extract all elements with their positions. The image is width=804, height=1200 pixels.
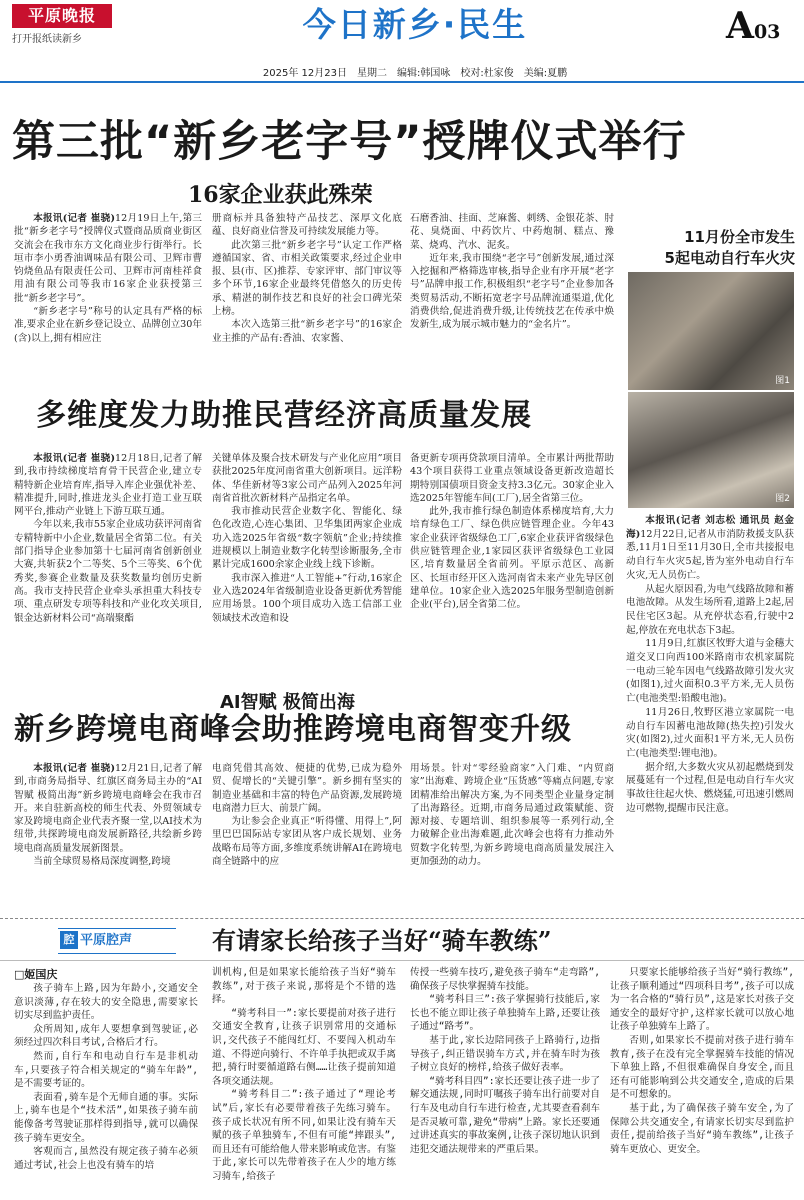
page-digits: 03 [753, 21, 781, 43]
story2-headline: 多维度发力助推民营经济高质量发展 [36, 398, 532, 433]
story1-column-2 [212, 212, 402, 387]
newspaper-slogan: 打开报纸读新乡 [12, 34, 82, 45]
header-divider [0, 81, 804, 83]
column-text-4 [610, 966, 794, 1194]
story2-paragraph: 12月18日,记者了解到,我市持续梯度培育骨干民营企业,建立专精特新企业培育库,指导入库企业强优补差、精准提升,同时,推进龙头企业打造工业互联网平台,推动产业链上下游互联互通。 [14, 453, 202, 518]
column-text-3 [410, 966, 600, 1194]
photo1-caption: 图1 [775, 376, 790, 386]
story3-paragraph: 用场景。针对“零经验商家”入门难、“内贸商家”出海难、跨境企业“压货感”等痛点问题,专家团精准给出解决方案,为不同类型企业量身定制了出海路径。近期,市商务局通过政策赋能、资源对接、专题培训、组织参展等一系列行动,全力破解企业出海难题,此次峰会也将有力推动外贸数字化转型,为新乡跨境电商高质量发展注入更加强劲的动力。 [410, 763, 614, 868]
story3-column-1 [14, 762, 202, 910]
story1-paragraph: 近年来,我市围绕“老字号”创新发展,通过深入挖掘和严格筛选审核,指导企业有序开展“老字号”品牌申报工作,积极组织“老字号”企业参加各类贸易活动,不断拓宽老字号品牌流通渠道,优化消费供给,促进消费升级,让传统技艺在传承中焕发新生,成为展示城市魅力的“金名片”。 [410, 252, 614, 331]
column-paragraph: “骑考科目四”:家长还要让孩子进一步了解交通法规,同时叮嘱孩子骑车出行前要对自行车及电动自行车进行检查,尤其要查看刹车是否灵敏可靠,避免“带病”上路。家长还要通过讲述真实的事故案例,让孩子深切地认识到违犯交通法规带来的严重后果。 [410, 1075, 600, 1155]
column-paragraph: 客观而言,虽然没有规定孩子骑车必须通过考试,社会上也没有骑车的培 [14, 1146, 198, 1171]
story2-paragraph: 备更新专项再贷款项目清单。全市累计两批帮助43个项目获得工业重点领域设备更新改造超长期特别国债项目资金支持3.3亿元。30家企业入选2025年智能车间(工厂),居全省第三位。 [410, 453, 614, 504]
story3-paragraph: 12月21日,记者了解到,市商务局指导、红旗区商务局主办的“AI智赋 极简出海”新乡跨境电商峰会在我市召开。来自驻新高校的师生代表、外贸领域专家及跨境电商企业代表齐聚一堂,以AI技术为纽带,共探跨境电商发展新路径,共绘新乡跨境电商高质量发展新图景。 [14, 763, 202, 854]
story3-column-2 [212, 762, 402, 910]
story1-paragraph: 石磨香油、挂面、芝麻酱、刺绣、金银花茶、肘花、臭烧面、中药饮片、中药炮制、糕点、豫菜、烧鸡、汽水、泥炙。 [410, 213, 614, 251]
story2-column-3 [410, 452, 614, 680]
sidebar-headline-line1: 11月份全市发生 [684, 228, 795, 246]
column-text-2 [212, 966, 396, 1194]
story1-column-3 [410, 212, 614, 387]
story3-paragraph: 为让参会企业真正“听得懂、用得上”,阿里巴巴国际站专家团从客户成长规划、业务战略布局等方面,多维度系统讲解AI在跨境电商全链路中的应 [212, 816, 402, 868]
newspaper-logo: 平原晚报 [12, 4, 112, 28]
story1-lead: 本报讯 [33, 213, 63, 224]
sidebar-paragraph: 据介绍,大多数火灾从初起燃烧到发展蔓延有一个过程,但是电动自行车火灾事故往往起火快、燃烧猛,可迅速引燃周边可燃物,提醒市民注意。 [626, 761, 794, 814]
story2-column-2 [212, 452, 402, 680]
story3-paragraph: 当前全球贸易格局深度调整,跨境 [33, 856, 171, 868]
section-title: 今日新乡·民生 [302, 5, 528, 44]
fire-photo-2 [628, 392, 794, 508]
sidebar-paragraph: 11月26日,牧野区港立家属院一电动自行车因蓄电池故障(热失控)引发火灾(如图2),过火面积1平方米,无人员伤亡(电池类型:锂电池)。 [626, 706, 794, 759]
sidebar-headline-line2: 5起电动自行车火灾 [664, 249, 795, 267]
column-paragraph: 众所周知,成年人要想拿到驾驶证,必须经过四次科目考试,合格后才行。 [14, 1023, 198, 1049]
story2-paragraph: 我市推动民营企业数字化、智能化、绿色化改造,心连心集团、卫华集团两家企业成功入选2025年省级“数字领航”企业;持续推进规模以上制造业数字化转型诊断服务,全市累计完成1600余家企业线上线下诊断。 [212, 506, 402, 571]
fire-photo-1 [628, 272, 794, 390]
column-paragraph: 基于此,家长边陪同孩子上路骑行,边指导孩子,纠正错误骑车方式,并在骑车时为孩子树立良好的榜样,给孩子做好表率。 [410, 1034, 600, 1074]
column-rubric: 平原腔声 [58, 928, 176, 954]
column-paragraph: 否则,如果家长不提前对孩子进行骑车教育,孩子在没有完全掌握骑车技能的情况下单独上路,不但很难确保自身安全,而且还有可能影响到公共交通安全,造成的后果是不可想象的。 [610, 1034, 794, 1101]
column-headline: 有请家长给孩子当好“骑车教练” [212, 926, 552, 955]
story2-lead-by: (记者 崔骁) [62, 453, 115, 464]
story3-paragraph: 电商凭借其高效、便捷的优势,已成为稳外贸、促增长的“关键引擎”。新乡拥有坚实的制造业基础和丰富的特色产品资源,发展跨境电商潜力巨大、前景广阔。 [212, 763, 402, 814]
column-paragraph: 只要家长能够给孩子当好“骑行教练”,让孩子顺利通过“四项科目考”,孩子可以成为一名合格的“骑行员”,这是家长对孩子交通安全的最好守护,这样家长就可以放心地让孩子单独骑车上路了。 [610, 967, 794, 1033]
story2-paragraph: 此外,我市推行绿色制造体系梯度培育,大力培育绿色工厂、绿色供应链管理企业。今年43家企业获评省级绿色工厂,6家企业获评省级绿色供应链管理企业,1家园区获评省级绿色工业园区,培育数量居全省前列。平原示范区、高新区、长垣市经开区入选河南省未来产业先导区创建单位。10家企业入选2025年服务型制造创新企业(平台),居全省第二位。 [410, 506, 614, 611]
column-paragraph: 表面看,骑车是个无师自通的事。实际上,骑车也是个“技术活”,如果孩子骑车前能像备考驾驶证那样得到指导,就可以确保孩子骑车更安全。 [14, 1091, 198, 1144]
dateline: 2025年 12月23日 星期二 编辑:韩国咏 校对:杜家俊 美编:夏鹏 [262, 68, 568, 79]
story2-paragraph: 关键单体及聚合技术研发与产业化应用”项目获批2025年度河南省重大创新项目。远洋粉体、华佳新材等3家公司产品列入2025年河南省首批次新材料产品指定名单。 [212, 453, 402, 504]
story1-lead-by: (记者 崔骁) [62, 213, 115, 224]
story1-headline: 第三批“新乡老字号”授牌仪式举行 [12, 117, 687, 167]
sidebar-body [626, 514, 794, 910]
page-number [726, 6, 780, 52]
story2-paragraph: 我市深入推进“人工智能+”行动,16家企业入选2024年省级制造业设备更新优秀智能应用场景。100个项目成功入选工信部工业领域技术改造和设 [212, 572, 402, 624]
story1-paragraph: 12月19日上午,第三批“新乡老字号”授牌仪式暨商品质商业街区交流会在我市东方文化商业步行街举行。长垣市李小勇香油调味品有限公司、卫辉市曹钧烧鱼品有限责任公司、卫辉市河南桂祥食用油有限公司等我市16家企业获授第三批“新乡老字号”。 [14, 213, 202, 304]
story1-subhead: 16家企业获此殊荣 [188, 182, 373, 208]
sidebar-paragraph: 从起火原因看,为电气线路故障和蓄电池故障。从发生场所看,道路上2起,居民住宅区3起。从充停状态看,行驶中2起,停放在充电状态下3起。 [626, 583, 794, 636]
story1-paragraph: 此次第三批“新乡老字号”认定工作严格遵循国家、省、市相关政策要求,经过企业申报、县(市、区)推荐、专家评审、部门审议等多个环节,16家企业最终凭借悠久的历史传承、精湛的制作技艺和良好的社会口碑光荣上榜。 [212, 239, 402, 318]
story2-column-1 [14, 452, 202, 680]
story3-headline: 新乡跨境电商峰会助推跨境电商智变升级 [14, 712, 572, 747]
sidebar-lead: 本报讯 [645, 515, 676, 526]
sidebar-headline [630, 227, 795, 269]
page-letter: A [726, 5, 754, 47]
story1-column-1 [14, 212, 202, 387]
column-paragraph: “骑考科目二”:孩子通过了“理论考试”后,家长有必要带着孩子先练习骑车。孩子成长状况有所不同,如果让没有骑车天赋的孩子单独骑车,不但有可能“摔跟头”,而且还有可能给他人带来影响或危害。有鉴于此,家长可以先带着孩子在人少的地方练习骑车,给孩子 [212, 1089, 396, 1182]
column-rule [0, 960, 804, 961]
column-paragraph: 孩子骑车上路,因为年龄小,交通安全意识淡薄,存在较大的安全隐患,需要家长切实尽到监护责任。 [14, 983, 198, 1022]
sidebar-paragraph: 11月9日,红旗区牧野大道与金穗大道交叉口向西100米路南市农机家属院一电动三轮车因电气线路故障引发火灾(如图1),过火面积0.3平方米,无人员伤亡(电池类型:铅酸电池)。 [626, 638, 794, 705]
rubric-icon: 腔 [60, 931, 78, 949]
sidebar-paragraph: 12月22日,记者从市消防救援支队获悉,11月1日至11月30日,全市共接报电动自行车火灾5起,皆为室外电动自行车火灾,无人员伤亡。 [626, 528, 794, 581]
column-paragraph: 传授一些骑车技巧,避免孩子骑车“走弯路”,确保孩子尽快掌握骑车技能。 [410, 967, 600, 992]
sidebar-lead-by: (记者 刘志松 通讯员 赵金海) [626, 515, 794, 540]
photo2-caption: 图2 [775, 494, 790, 504]
story3-lead-by: (记者 崔骁) [62, 763, 115, 774]
story2-paragraph: 今年以来,我市55家企业成功获评河南省专精特新中小企业,数量居全省第二位。有关部门指导企业参加第十七届河南省创新创业大赛,共斩获2个二等奖、5个三等奖、6个优秀奖,参赛企业数量及获奖数量均创历史新高。我市支持民营企业牵头承担重大科技专项、重点研发专项等科技和产业化攻关项目,银金达新材料公司“高端聚酯 [14, 519, 202, 624]
story2-lead: 本报讯 [33, 453, 63, 464]
column-paragraph: “骑考科目三”:孩子掌握骑行技能后,家长也不能立即让孩子单独骑车上路,还要让孩子通过“路考”。 [410, 994, 600, 1033]
story1-paragraph: 册商标并具备独特产品技艺、深厚文化底蕴、良好商业信誉及可持续发展能力等。 [212, 213, 402, 238]
column-paragraph: 基于此,为了确保孩子骑车安全,为了保障公共交通安全,有请家长切实尽到监护责任,提前给孩子当好“骑车教练”,让孩子骑车更放心、更安全。 [610, 1102, 794, 1155]
column-paragraph: “骑考科目一”:家长要提前对孩子进行交通安全教育,让孩子识别常用的交通标识,交代孩子不能闯红灯、不要闯入机动车道、不得逆向骑行、不许单手执把或双手离把,骑行时要循道路右侧……让孩子提前知道各项交通法规。 [212, 1007, 396, 1087]
story3-lead: 本报讯 [33, 763, 63, 774]
story3-column-3 [410, 762, 614, 910]
story3-kicker: AI智赋 极简出海 [220, 692, 355, 713]
column-text-1 [14, 982, 198, 1194]
story1-paragraph: 本次入选第三批“新乡老字号”的16家企业主推的产品有:香油、农家酱、 [212, 319, 402, 344]
story1-paragraph: “新乡老字号”称号的认定具有严格的标准,要求企业在新乡登记设立、品牌创立30年(含)以上,拥有相应注 [14, 306, 202, 344]
section-divider [0, 918, 804, 919]
column-paragraph: 训机构,但是如果家长能给孩子当好“骑车教练”,对于孩子来说,那将是个不错的选择。 [212, 967, 396, 1006]
column-byline: □姬国庆 [14, 968, 58, 981]
column-paragraph: 然而,自行车和电动自行车是非机动车,只要孩子符合相关规定的“骑车年龄”,是不需要考证的。 [14, 1050, 198, 1090]
